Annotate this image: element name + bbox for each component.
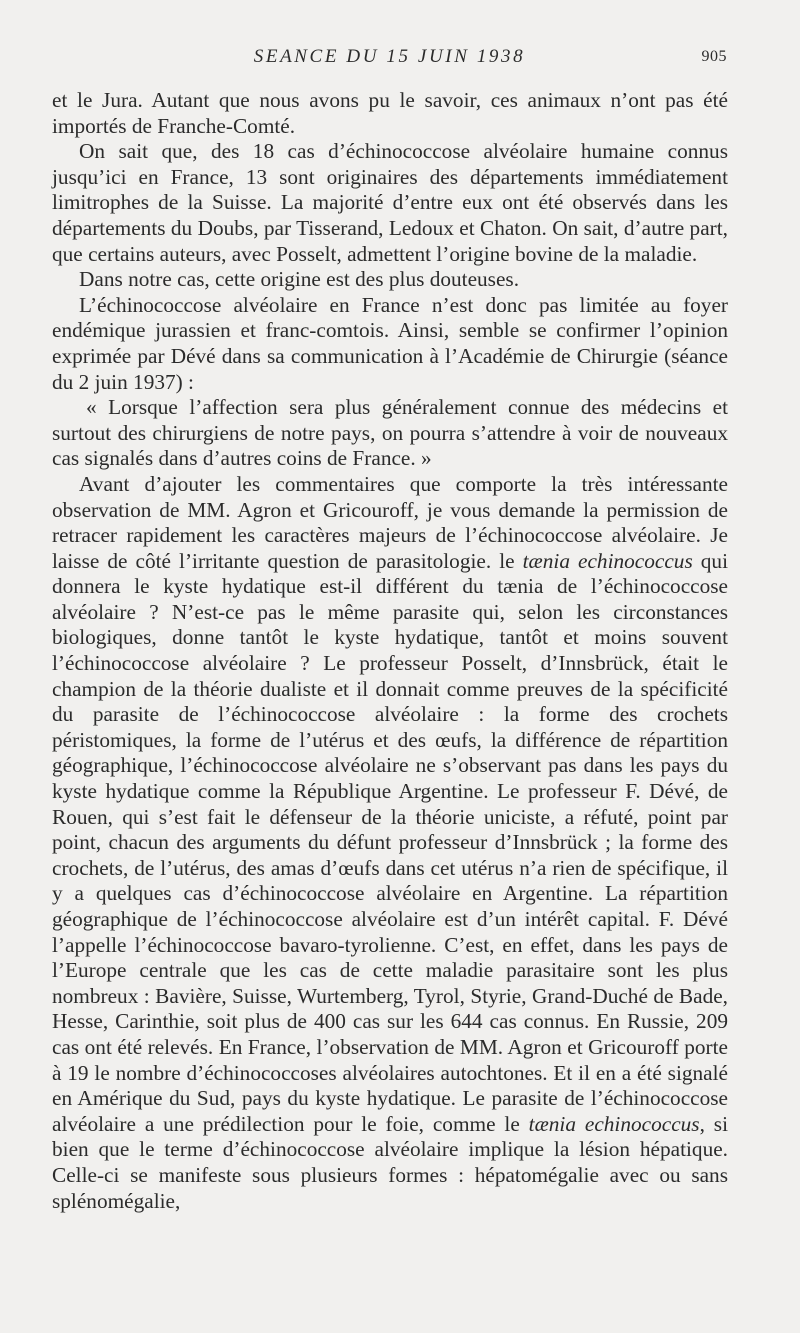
italic-taenia-1: tænia echinococcus	[522, 548, 693, 573]
paragraph-6-part-c: , si bien que le terme d’échinococcose alvéolaire implique la lésion hépatique. Celle-ci se manifeste sous plusieurs formes : hépatomégalie avec ou sans splénomégalie,	[52, 1111, 728, 1213]
paragraph-2: On sait que, des 18 cas d’échinococcose alvéolaire humaine connus jusqu’ici en France, 13 sont originaires des départements immédiatement limitrophes de la Suisse. La majorité d’entre eux ont été observés dans les départements du Doubs, par Tisserand, Ledoux et Chaton. On sait, d’autre part, que certains auteurs, avec Posselt, admettent l’origine bovine de la maladie.	[52, 139, 728, 266]
paragraph-6	[52, 472, 728, 1214]
paragraph-6-part-b: qui donnera le kyste hydatique est-il différent du tænia de l’échinococcose alvéolaire ? N’est-ce pas le même parasite qui, selon les circonstances biologiques, donne tantôt le kyste hydatique, tantôt et moins souvent l’échinococcose alvéolaire ? Le professeur Posselt, d’Innsbrück, était le champion de la théorie dualiste et il donnait comme preuves de la spécificité du parasite de l’échinococcose alvéolaire : la forme des crochets péristomiques, la forme de l’utérus et des œufs, la différence de répartition géographique, l’échinococcose alvéolaire ne s’observant pas dans les pays du kyste hydatique comme la République Argentine. Le professeur F. Dévé, de Rouen, qui s’est fait le défenseur de la théorie uniciste, a réfuté, point par point, chacun des arguments du défunt professeur d’Innsbrück ; la forme des crochets, de l’utérus, des amas d’œufs dans cet utérus n’a rien de spécifique, il y a quelques cas d’échinococcose alvéolaire en Argentine. La répartition géographique de l’échinococcose alvéolaire est d’un intérêt capital. F. Dévé l’appelle l’échinococcose bavaro-tyrolienne. C’est, en effet, dans les pays de l’Europe centrale que les cas de cette maladie parasitaire sont les plus nombreux : Bavière, Suisse, Wurtemberg, Tyrol, Styrie, Grand-Duché de Bade, Hesse, Carinthie, soit plus de 400 cas sur les 644 cas connus. En Russie, 209 cas ont été relevés. En France, l’observation de MM. Agron et Gricouroff porte à 19 le nombre d’échinococcoses alvéolaires autochtones. Et il en a été signalé en Amérique du Sud, pays du kyste hydatique. Le parasite de l’échinococcose alvéolaire a une prédilection pour le foie, comme le	[52, 548, 728, 1136]
body-text	[52, 88, 728, 1214]
page-header	[52, 46, 727, 76]
running-head: SEANCE DU 15 JUIN 1938	[253, 46, 526, 67]
paragraph-4: L’échinococcose alvéolaire en France n’est donc pas limitée au foyer endémique jurassien et franc-comtois. Ainsi, semble se confirmer l’opinion exprimée par Dévé dans sa communication à l’Académie de Chirurgie (séance du 2 juin 1937) :	[52, 292, 728, 394]
italic-taenia-2: tænia echinococcus	[528, 1111, 700, 1136]
paragraph-1: et le Jura. Autant que nous avons pu le savoir, ces animaux n’ont pas été importés de Franche-Comté.	[52, 88, 728, 138]
paragraph-3: Dans notre cas, cette origine est des plus douteuses.	[79, 267, 520, 292]
page-number: 905	[701, 48, 727, 65]
quotation-paragraph: « Lorsque l’affection sera plus généralement connue des médecins et surtout des chirurgiens de notre pays, on pourra s’attendre à voir de nouveaux cas signalés dans d’autres coins de France. »	[52, 395, 728, 471]
paragraph-6-part-a: Avant d’ajouter les commentaires que comporte la très intéressante observation de MM. Agron et Gricouroff, je vous demande la permission de retracer rapidement les caractères majeurs de l’échinococcose alvéolaire. Je laisse de côté l’irritante question de parasitologie. le	[52, 471, 728, 573]
